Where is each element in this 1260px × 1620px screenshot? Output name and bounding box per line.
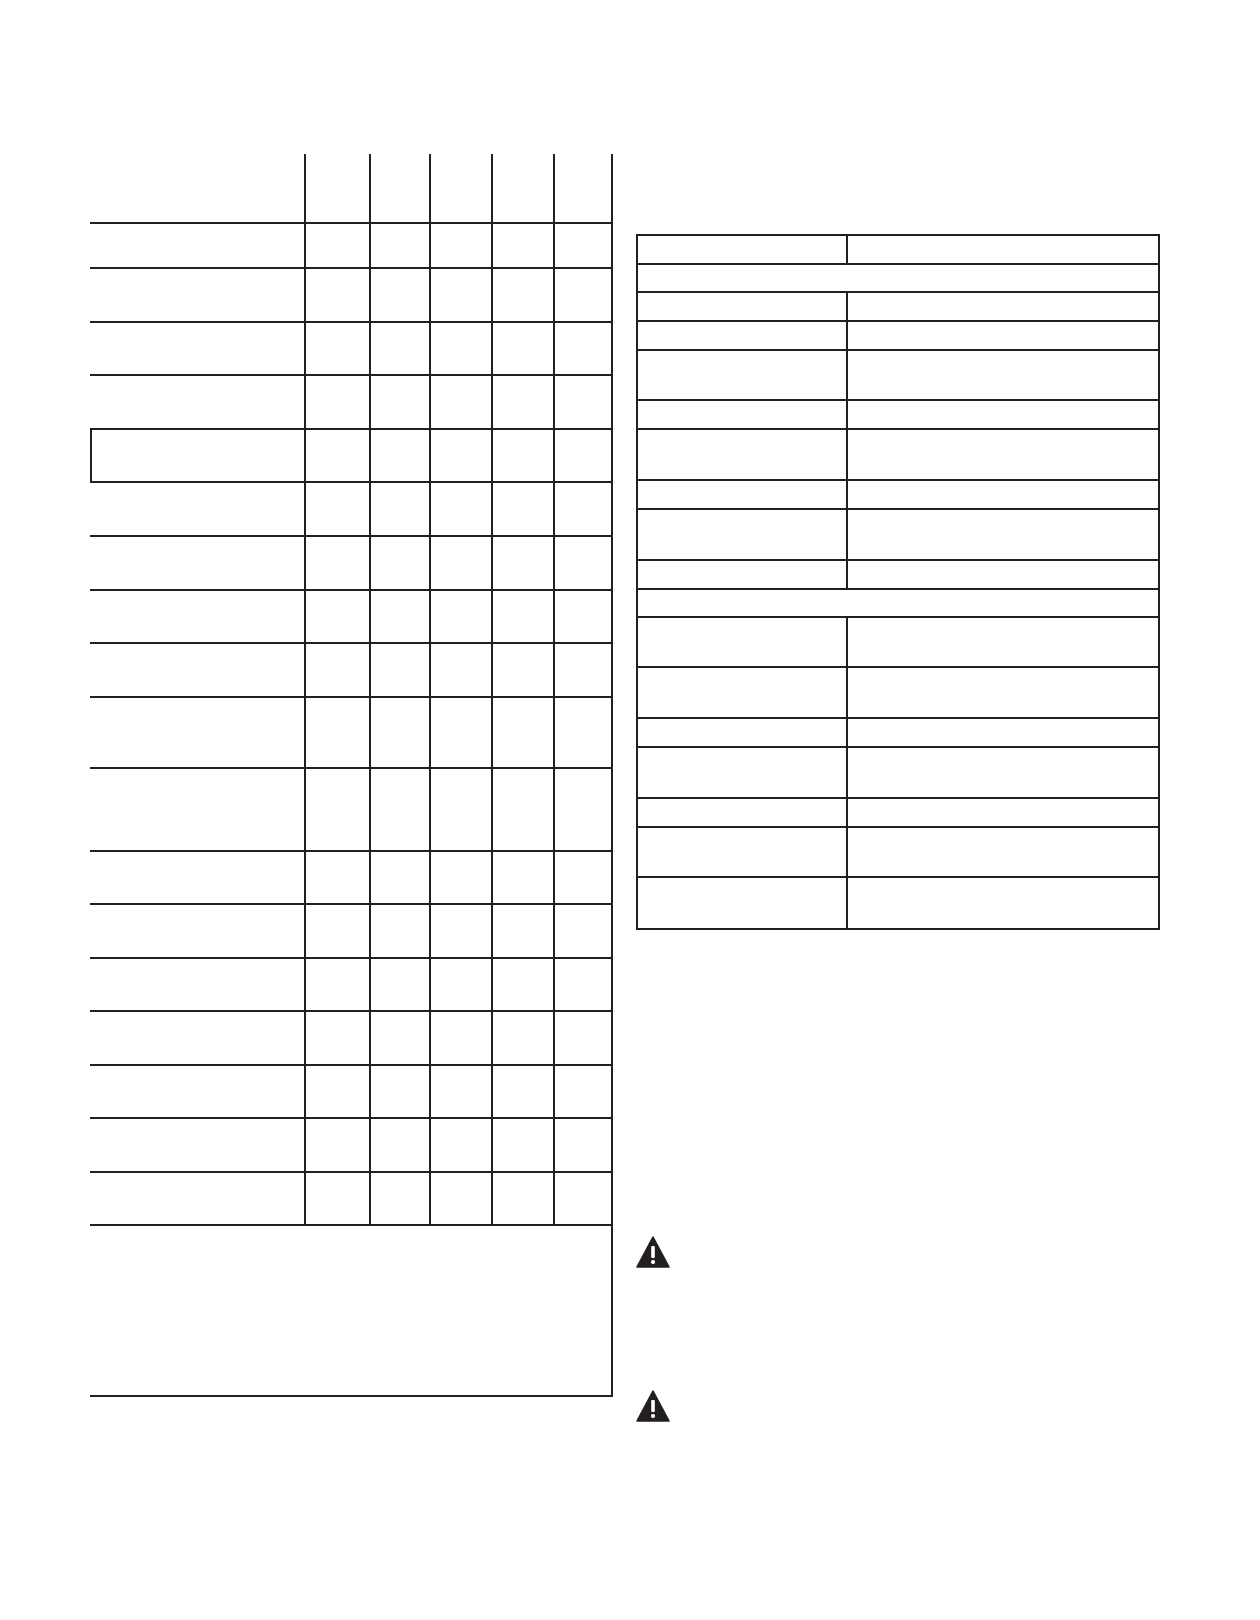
grid-rule xyxy=(90,1395,613,1397)
column-divider xyxy=(846,717,848,748)
table-cell xyxy=(495,226,549,263)
row-rule xyxy=(636,876,1160,878)
table-cell xyxy=(373,539,425,585)
column-divider xyxy=(846,559,848,590)
table-cell xyxy=(373,961,425,1006)
row-rule xyxy=(636,479,1160,481)
table-cell xyxy=(433,700,487,763)
spec-value xyxy=(850,721,1154,742)
row-rule xyxy=(636,826,1160,828)
spec-label xyxy=(640,403,842,424)
row-rule xyxy=(636,349,1160,351)
grid-rule xyxy=(90,1010,613,1012)
header-cell xyxy=(94,158,300,218)
table-cell xyxy=(373,593,425,638)
row-rule xyxy=(636,588,1160,590)
column-divider xyxy=(846,479,848,510)
table-border xyxy=(636,928,1160,930)
table-cell xyxy=(557,593,607,638)
grid-rule xyxy=(90,642,613,644)
spec-value xyxy=(850,830,1154,872)
row-rule xyxy=(636,666,1160,668)
table-cell xyxy=(557,1014,607,1060)
spec-label xyxy=(640,670,842,713)
grid-rule xyxy=(90,267,613,269)
table-cell xyxy=(308,325,365,370)
column-divider xyxy=(846,508,848,561)
table-cell xyxy=(308,378,365,424)
table-cell xyxy=(308,1175,365,1220)
table-cell xyxy=(373,226,425,263)
spec-label xyxy=(640,620,842,662)
table-cell xyxy=(94,700,300,763)
table-cell xyxy=(557,700,607,763)
table-cell xyxy=(94,1014,300,1060)
table-cell xyxy=(495,854,549,899)
grid-rule xyxy=(90,589,613,591)
table-cell xyxy=(308,1121,365,1167)
table-cell xyxy=(433,593,487,638)
spec-label xyxy=(640,830,842,872)
grid-rule xyxy=(90,903,613,905)
table-cell xyxy=(557,378,607,424)
spec-label xyxy=(640,880,842,924)
table-cell xyxy=(433,485,487,531)
spec-label xyxy=(640,721,842,742)
spec-value xyxy=(850,512,1154,555)
header-cell xyxy=(308,158,365,218)
spec-label xyxy=(640,483,842,504)
table-cell xyxy=(433,771,487,846)
row-rule xyxy=(636,616,1160,618)
table-cell xyxy=(308,271,365,317)
table-cell xyxy=(94,1121,300,1167)
grid-rule xyxy=(90,767,613,769)
table-cell xyxy=(557,325,607,370)
table-cell xyxy=(94,961,300,1006)
row-rule xyxy=(636,399,1160,401)
spec-value xyxy=(850,880,1154,924)
table-cell xyxy=(433,961,487,1006)
table-cell xyxy=(94,325,300,370)
table-cell xyxy=(433,854,487,899)
row-rule xyxy=(636,797,1160,799)
table-cell xyxy=(495,378,549,424)
grid-rule xyxy=(90,696,613,698)
table-cell xyxy=(433,378,487,424)
grid-rule xyxy=(90,1064,613,1066)
table-cell xyxy=(308,961,365,1006)
table-cell xyxy=(433,646,487,692)
table-cell xyxy=(373,1121,425,1167)
row-rule xyxy=(636,559,1160,561)
grid-rule xyxy=(90,1117,613,1119)
table-cell xyxy=(308,485,365,531)
table-cell xyxy=(308,1014,365,1060)
header-cell xyxy=(495,158,549,218)
column-divider xyxy=(491,154,493,1226)
table-cell xyxy=(557,646,607,692)
table-cell xyxy=(495,646,549,692)
section-heading xyxy=(640,592,1154,612)
table-cell xyxy=(94,646,300,692)
table-cell xyxy=(373,1014,425,1060)
table-cell xyxy=(557,907,607,953)
table-cell xyxy=(433,226,487,263)
table-cell xyxy=(94,854,300,899)
table-cell xyxy=(495,271,549,317)
spec-value xyxy=(850,295,1154,316)
column-divider xyxy=(553,154,555,1226)
table-cell xyxy=(495,1068,549,1113)
table-cell xyxy=(308,226,365,263)
table-cell xyxy=(373,485,425,531)
table-cell xyxy=(557,485,607,531)
column-divider xyxy=(846,616,848,668)
header-cell xyxy=(640,238,842,259)
table-cell xyxy=(94,485,300,531)
table-cell xyxy=(557,271,607,317)
grid-border xyxy=(611,154,613,1397)
spec-label xyxy=(640,801,842,822)
spec-value xyxy=(850,750,1154,793)
table-cell xyxy=(557,539,607,585)
column-divider xyxy=(846,234,848,265)
table-cell xyxy=(433,1014,487,1060)
table-cell xyxy=(308,539,365,585)
table-cell xyxy=(308,907,365,953)
table-cell xyxy=(495,961,549,1006)
grid-rule xyxy=(90,321,613,323)
warning-triangle-icon xyxy=(636,1236,670,1268)
table-cell xyxy=(557,432,607,477)
spec-value xyxy=(850,432,1154,475)
spec-value xyxy=(850,620,1154,662)
table-cell xyxy=(373,700,425,763)
table-cell xyxy=(373,1175,425,1220)
spec-label xyxy=(640,563,842,584)
table-cell xyxy=(373,854,425,899)
table-cell xyxy=(308,854,365,899)
row-rule xyxy=(636,717,1160,719)
spec-value xyxy=(850,563,1154,584)
spec-value xyxy=(850,353,1154,395)
header-cell xyxy=(373,158,425,218)
spec-value xyxy=(850,670,1154,713)
grid-rule xyxy=(90,957,613,959)
table-cell xyxy=(373,907,425,953)
column-divider xyxy=(846,428,848,481)
table-cell xyxy=(308,771,365,846)
spec-label xyxy=(640,750,842,793)
table-cell xyxy=(94,1068,300,1113)
row-rule xyxy=(636,746,1160,748)
table-cell xyxy=(495,539,549,585)
grid-rule xyxy=(90,481,613,483)
table-cell xyxy=(308,646,365,692)
column-divider xyxy=(846,291,848,322)
table-cell xyxy=(557,1175,607,1220)
table-cell xyxy=(308,432,365,477)
table-cell xyxy=(308,700,365,763)
table-cell xyxy=(94,907,300,953)
spec-value xyxy=(850,801,1154,822)
column-divider xyxy=(846,826,848,878)
table-cell xyxy=(94,771,300,846)
table-cell xyxy=(557,1068,607,1113)
table-cell xyxy=(94,593,300,638)
spec-label xyxy=(640,512,842,555)
row-rule xyxy=(636,320,1160,322)
column-divider xyxy=(846,746,848,799)
row-rule xyxy=(636,508,1160,510)
table-cell xyxy=(94,271,300,317)
spec-value xyxy=(850,403,1154,424)
table-cell xyxy=(495,485,549,531)
grid-rule xyxy=(90,222,613,224)
table-cell xyxy=(433,271,487,317)
header-cell xyxy=(850,238,1154,259)
table-cell xyxy=(433,1175,487,1220)
grid-rule xyxy=(90,374,613,376)
table-border xyxy=(636,234,1160,236)
table-cell xyxy=(557,771,607,846)
table-cell xyxy=(495,700,549,763)
table-cell xyxy=(373,325,425,370)
warning-triangle-icon xyxy=(636,1390,670,1422)
header-cell xyxy=(557,158,607,218)
spec-label xyxy=(640,432,842,475)
table-cell xyxy=(495,907,549,953)
table-cell xyxy=(557,961,607,1006)
table-cell xyxy=(433,539,487,585)
table-cell xyxy=(495,1121,549,1167)
table-cell xyxy=(495,1014,549,1060)
grid-border xyxy=(90,428,92,483)
row-rule xyxy=(636,291,1160,293)
grid-rule xyxy=(90,428,613,430)
table-cell xyxy=(373,646,425,692)
spec-label xyxy=(640,353,842,395)
table-cell xyxy=(308,1068,365,1113)
column-divider xyxy=(846,666,848,719)
spec-value xyxy=(850,324,1154,345)
row-rule xyxy=(636,428,1160,430)
table-cell xyxy=(94,539,300,585)
table-cell xyxy=(433,432,487,477)
grid-rule xyxy=(90,850,613,852)
table-cell xyxy=(94,226,300,263)
spec-value xyxy=(850,483,1154,504)
table-cell xyxy=(495,325,549,370)
column-divider xyxy=(846,876,848,930)
table-cell xyxy=(308,593,365,638)
grid-rule xyxy=(90,1171,613,1173)
header-cell xyxy=(433,158,487,218)
table-cell xyxy=(373,1068,425,1113)
spec-label xyxy=(640,324,842,345)
table-cell xyxy=(94,1175,300,1220)
column-divider xyxy=(304,154,306,1226)
column-divider xyxy=(846,349,848,401)
table-cell xyxy=(433,1068,487,1113)
column-divider xyxy=(369,154,371,1226)
row-rule xyxy=(636,263,1160,265)
table-cell xyxy=(373,378,425,424)
column-divider xyxy=(846,797,848,828)
table-cell xyxy=(433,325,487,370)
section-heading xyxy=(640,267,1154,287)
table-cell xyxy=(433,907,487,953)
table-cell xyxy=(373,271,425,317)
grid-rule xyxy=(90,535,613,537)
spec-label xyxy=(640,295,842,316)
table-cell xyxy=(433,1121,487,1167)
table-cell xyxy=(373,432,425,477)
table-cell xyxy=(495,593,549,638)
table-cell xyxy=(557,226,607,263)
table-cell xyxy=(373,771,425,846)
table-cell xyxy=(94,378,300,424)
grid-rule xyxy=(90,1224,613,1226)
column-divider xyxy=(846,399,848,430)
table-cell xyxy=(94,432,300,477)
column-divider xyxy=(429,154,431,1226)
table-cell xyxy=(495,771,549,846)
table-cell xyxy=(557,1121,607,1167)
column-divider xyxy=(846,320,848,351)
footnote xyxy=(94,1228,607,1391)
table-cell xyxy=(557,854,607,899)
table-cell xyxy=(495,1175,549,1220)
table-cell xyxy=(495,432,549,477)
